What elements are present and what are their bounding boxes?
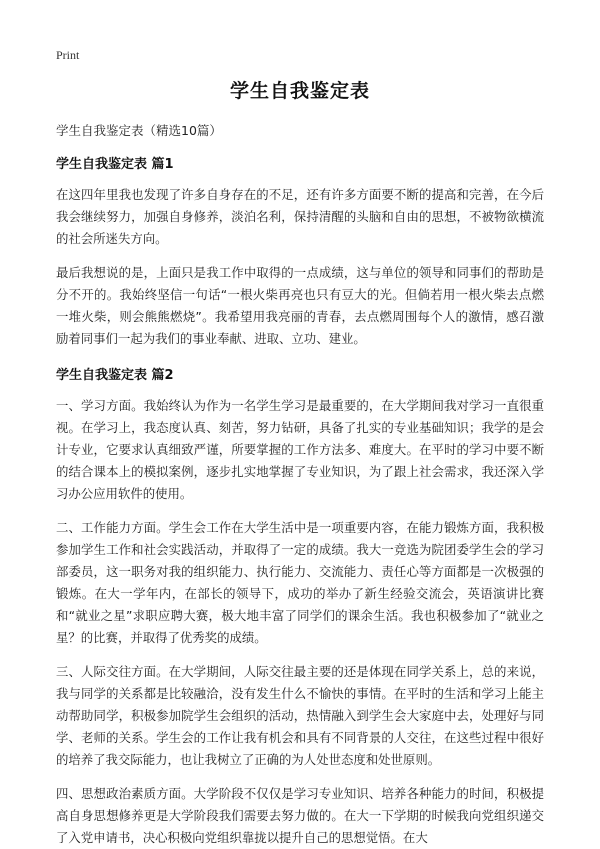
paragraph: 四、思想政治素质方面。大学阶段不仅仅是学习专业知识、培养各种能力的时间，积极提高自身思想修养更是大学阶段我们需要去努力做的。在大一下学期的时候我向党组织递交了入党申请书，决心积极向党组织靠拢以提升自己的思想觉悟。在大 (56, 786, 544, 845)
print-label[interactable]: Print (56, 48, 80, 62)
section-heading: 学生自我鉴定表 篇2 (56, 368, 174, 383)
section-2 (56, 364, 544, 849)
document-title: 学生自我鉴定表 (229, 80, 370, 102)
paragraph: 在这四年里我也发现了许多自身存在的不足，还有许多方面要不断的提高和完善，在今后我会继续努力，加强自身修养，淡泊名利，保持清醒的头脑和自由的思想，不被物欲横流的社会所迷失方向。 (56, 187, 544, 246)
document-subtitle: 学生自我鉴定表（精选10篇） (56, 123, 222, 138)
section-1 (56, 153, 544, 350)
paragraph: 二、工作能力方面。学生会工作在大学生活中是一项重要内容，在能力锻炼方面，我积极参加学生工作和社会实践活动，并取得了一定的成绩。我大一竞选为院团委学生会的学习部委员，这一职务对我的组织能力、执行能力、交流能力、责任心等方面都是一次极强的锻炼。在大一学年内，在部长的领导下，成功的举办了新生经验交流会，英语演讲比赛和“就业之星”求职应聘大赛，极大地丰富了同学们的课余生活。我也积极参加了“就业之星？的比赛，并取得了优秀奖的成绩。 (56, 520, 544, 645)
paragraph: 一、学习方面。我始终认为作为一名学生学习是最重要的，在大学期间我对学习一直很重视。在学习上，我态度认真、刻苦，努力钻研，具备了扎实的专业基础知识；我学的是会计专业，它要求认真细致严谨，所要掌握的工作方法多、难度大。在平时的学习中要不断的结合课本上的模拟案例，逐步扎实地掌握了专业知识，为了跟上社会需求，我还深入学习办公应用软件的使用。 (56, 398, 544, 501)
paragraph: 三、人际交往方面。在大学期间，人际交往最主要的还是体现在同学关系上，总的来说，我与同学的关系都是比较融洽，没有发生什么不愉快的事情。在平时的生活和学习上能主动帮助同学，积极参加院学生会组织的活动，热情融入到学生会大家庭中去，处理好与同学、老师的关系。学生会的工作让我有机会和具有不同背景的人交往，在这些过程中很好的培养了我交际能力，也让我树立了正确的为人处世态度和处世原则。 (56, 664, 544, 767)
section-heading: 学生自我鉴定表 篇1 (56, 157, 174, 172)
paragraph: 最后我想说的是，上面只是我工作中取得的一点成绩，这与单位的领导和同事们的帮助是分不开的。我始终坚信一句话“一根火柴再亮也只有豆大的光。但倘若用一根火柴去点燃一堆火柴，则会熊熊燃烧”。我希望用我亮丽的青春，去点燃周围每个人的激情，感召激励着同事们一起为我们的事业奉献、进取、立功、建业。 (56, 265, 544, 346)
